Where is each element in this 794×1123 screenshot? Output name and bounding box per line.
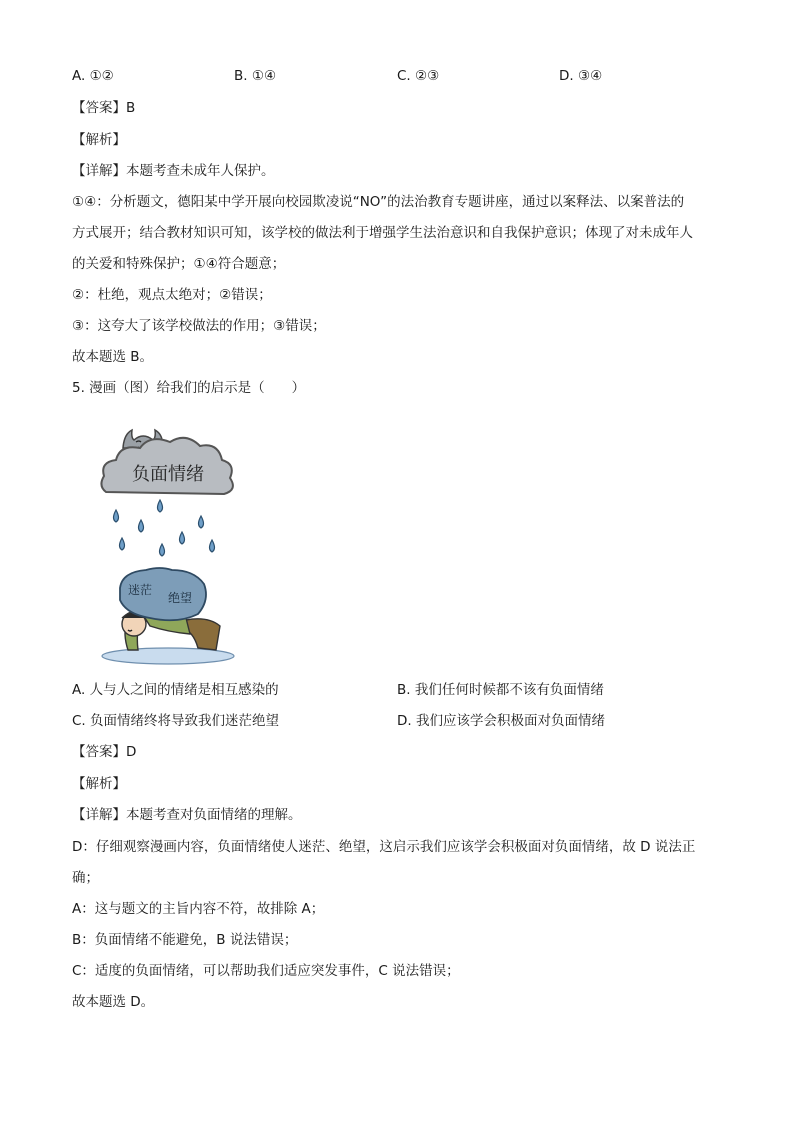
- cloud-label: 负面情绪: [132, 464, 204, 485]
- q5-option-a: A. 人与人之间的情绪是相互感染的: [72, 682, 279, 698]
- q5-option-d: D. 我们应该学会积极面对负面情绪: [397, 713, 605, 729]
- q4-analysis-label: 【解析】: [72, 132, 126, 148]
- q4-explanation-line-4: ②：杜绝，观点太绝对；②错误；: [72, 287, 272, 303]
- q5-analysis-label: 【解析】: [72, 776, 126, 792]
- q4-answer: 【答案】B: [72, 100, 136, 116]
- negative-emotion-cartoon: [98, 420, 240, 668]
- q4-explanation-line-3: 的关爱和特殊保护；①④符合题意；: [72, 256, 286, 272]
- q4-option-a: A. ①②: [72, 68, 114, 84]
- q5-detail: 【详解】本题考查对负面情绪的理解。: [72, 807, 302, 823]
- q4-conclusion: 故本题选 B。: [72, 349, 154, 365]
- q5-option-c: C. 负面情绪终将导致我们迷茫绝望: [72, 713, 280, 729]
- burden-label-right: 绝望: [167, 591, 193, 605]
- burden-label-left: 迷茫: [127, 583, 153, 597]
- q4-option-c: C. ②③: [397, 68, 440, 84]
- q5-conclusion: 故本题选 D。: [72, 994, 155, 1010]
- q5-answer: 【答案】D: [72, 744, 137, 760]
- q5-explanation-a: A：这与题文的主旨内容不符，故排除 A；: [72, 901, 325, 917]
- q5-explanation-c: C：适度的负面情绪，可以帮助我们适应突发事件，C 说法错误；: [72, 963, 460, 979]
- q5-stem: 5. 漫画（图）给我们的启示是（ ）: [72, 380, 306, 396]
- q4-explanation-line-1: ①④：分析题文，德阳某中学开展向校园欺凌说“NO”的法治教育专题讲座，通过以案释法、以案普法的: [72, 194, 685, 210]
- q4-option-d: D. ③④: [559, 68, 603, 84]
- q4-detail: 【详解】本题考查未成年人保护。: [72, 163, 275, 179]
- q4-option-b: B. ①④: [234, 68, 277, 84]
- q5-explanation-d-line-1: D：仔细观察漫画内容，负面情绪使人迷茫、绝望，这启示我们应该学会积极面对负面情绪，故 D 说法正: [72, 839, 696, 855]
- raindrops: [114, 500, 215, 556]
- q5-explanation-d-line-2: 确；: [72, 870, 99, 886]
- q5-option-b: B. 我们任何时候都不该有负面情绪: [397, 682, 604, 698]
- q5-explanation-b: B：负面情绪不能避免，B 说法错误；: [72, 932, 298, 948]
- q4-explanation-line-5: ③：这夸大了该学校做法的作用；③错误；: [72, 318, 326, 334]
- q4-explanation-line-2: 方式展开；结合教材知识可知，该学校的做法利于增强学生法治意识和自我保护意识；体现了对未成年人: [72, 225, 693, 241]
